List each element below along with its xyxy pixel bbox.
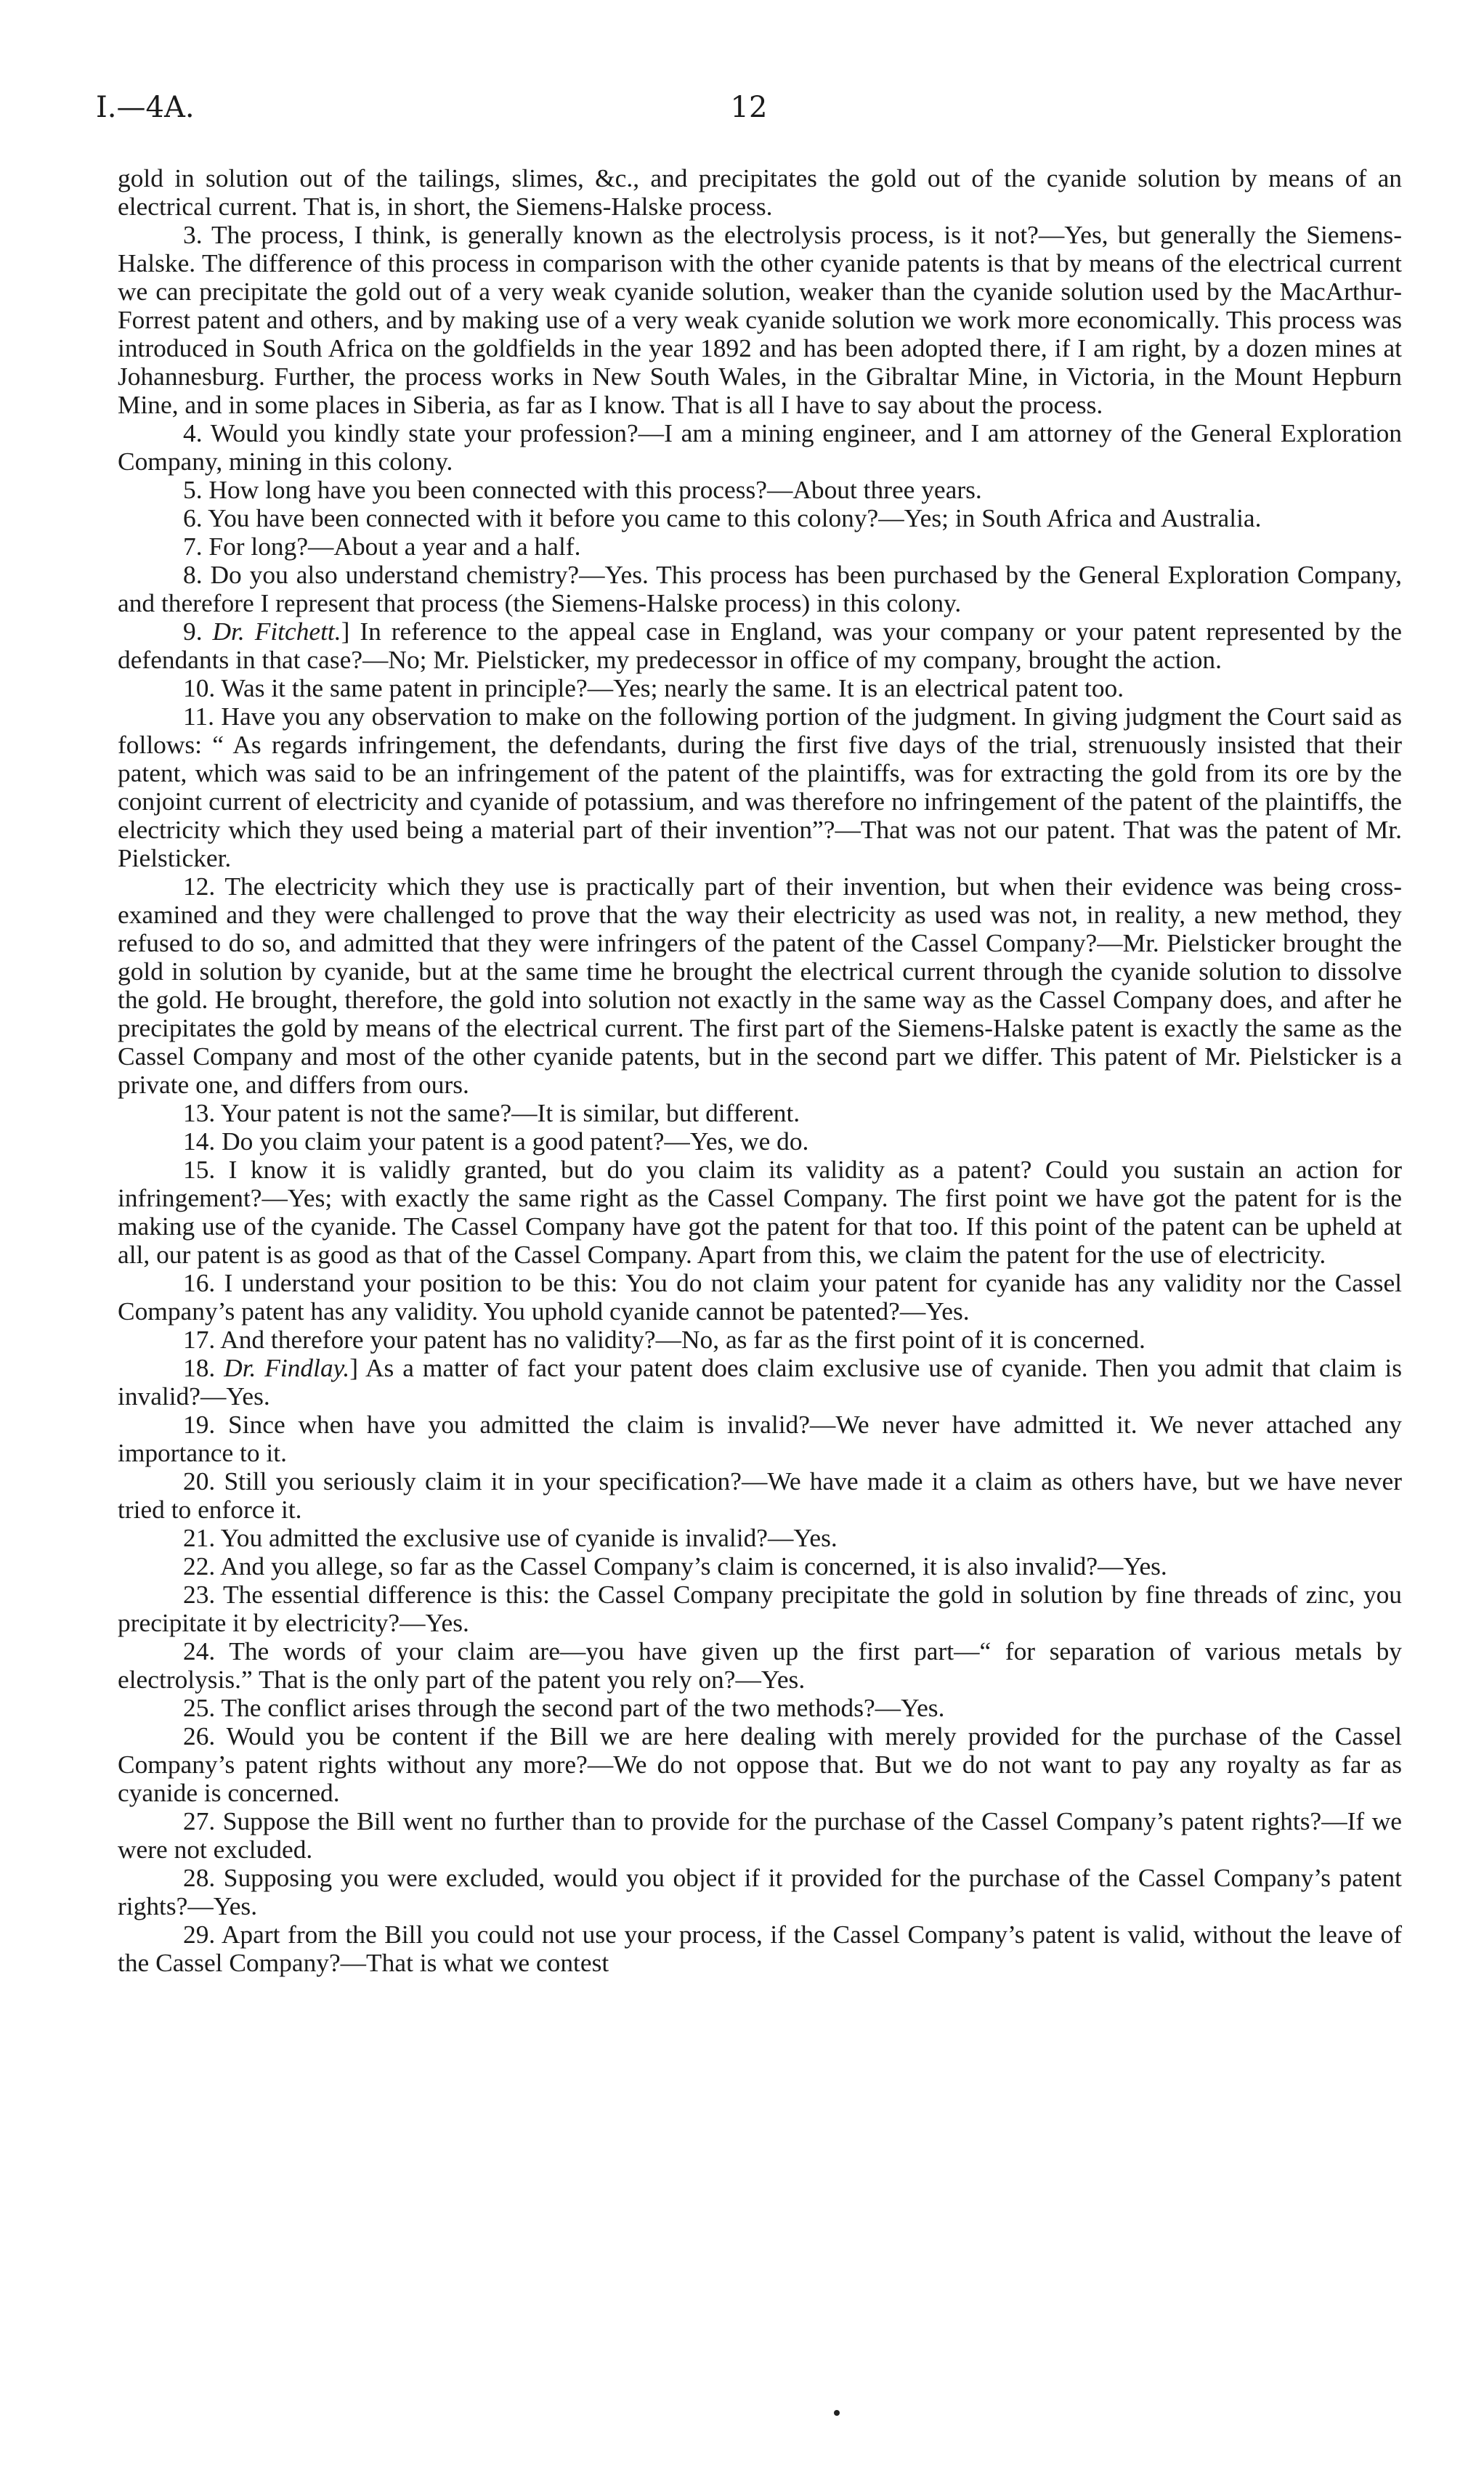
page-number: 12 [730, 91, 768, 124]
paragraph: 12. The electricity which they use is practically part of their invention, but when their evidence was being cross-examined and they were challenged to prove that the way their electricity as used was not, in reality, a new method, they refused to do so, and admitted that they were infringers of the patent of the Cassel Company?—Mr. Pielsticker brought the gold in solution by cyanide, but at the same time he brought the electrical current through the cyanide solution to dissolve the gold. He brought, therefore, the gold into solution not exactly in the same way as the Cassel Company does, and after he precipitates the gold by means of the electrical current. The first part of the Siemens-Halske patent is exactly the same as the Cassel Company and most of the other cyanide patents, but in the second part we differ. This patent of Mr. Pielsticker is a private one, and differs from ours. [118, 872, 1402, 1099]
paragraph: 20. Still you seriously claim it in your specification?—We have made it a claim as others have, but we have never tried to enforce it. [118, 1466, 1402, 1524]
paragraph: 6. You have been connected with it before you came to this colony?—Yes; in South Africa and Australia. [183, 503, 1262, 532]
paragraph: 26. Would you be content if the Bill we are here dealing with merely provided for the purchase of the Cassel Company’s patent rights without any more?—We do not oppose that. But we do not want to pay any royalty as far as cyanide is concerned. [118, 1721, 1402, 1807]
speaker-name: Dr. Findlay. [224, 1353, 350, 1382]
paragraph: 14. Do you claim your patent is a good patent?—Yes, we do. [183, 1127, 809, 1156]
paragraph: 24. The words of your claim are—you have given up the first part—“ for separation of various metals by electrolysis.” That is the only part of the patent you rely on?—Yes. [118, 1636, 1402, 1694]
paragraph: 11. Have you any observation to make on the following portion of the judgment. In giving judgment the Court said as follows: “ As regards infringement, the defendants, during the first five days of the trial, strenuously insisted that their patent, which was said to be an infringement of the patent of the plaintiffs, was for extracting the gold from its ore by the conjoint current of electricity and cyanide of potassium, and was therefore no infringement of the patent of the plaintiffs, the electricity which they used being a material part of their invention”?—That was not our patent. That was the patent of Mr. Pielsticker. [118, 702, 1402, 872]
paragraph: 23. The essential difference is this: the Cassel Company precipitate the gold in solution by fine threads of zinc, you precipitate it by electricity?—Yes. [118, 1580, 1402, 1637]
page-header [96, 91, 1402, 134]
paragraph: 18. Dr. Findlay.] As a matter of fact your patent does claim exclusive use of cyanide. Then you admit that claim is invalid?—Yes. [118, 1353, 1402, 1411]
paragraph: 29. Apart from the Bill you could not use your process, if the Cassel Company’s patent is valid, without the leave of the Cassel Company?—That is what we contest [118, 1920, 1402, 1977]
paragraph: 7. For long?—About a year and a half. [183, 532, 581, 561]
paragraph: 16. I understand your position to be this: You do not claim your patent for cyanide has any validity nor the Cassel Company’s patent has any validity. You uphold cyanide cannot be patented?—Yes. [118, 1268, 1402, 1326]
speaker-name: Dr. Fitchett. [212, 617, 341, 646]
paragraph: 28. Supposing you were excluded, would you object if it provided for the purchase of the Cassel Company’s patent rights?—Yes. [118, 1863, 1402, 1920]
document-reference: I.—4A. [96, 91, 195, 124]
paragraph: 17. And therefore your patent has no validity?—No, as far as the first point of it is concerned. [183, 1325, 1146, 1354]
paragraph: 4. Would you kindly state your profession?—I am a mining engineer, and I am attorney of the General Exploration Company, mining in this colony. [118, 418, 1402, 476]
document-body [118, 164, 1402, 1977]
paragraph: 13. Your patent is not the same?—It is similar, but different. [183, 1098, 800, 1127]
paragraph: 22. And you allege, so far as the Cassel Company’s claim is concerned, it is also invalid?—Yes. [183, 1551, 1167, 1581]
paragraph: 3. The process, I think, is generally known as the electrolysis process, is it not?—Yes, but generally the Siemens-Halske. The difference of this process in comparison with the other cyanide patents is that by means of the electrical current we can precipitate the gold out of a very weak cyanide solution, weaker than the cyanide solution used by the MacArthur-Forrest patent and others, and by making use of a very weak cyanide solution we work more economically. This process was introduced in South Africa on the goldfields in the year 1892 and has been adopted there, if I am right, by a dozen mines at Johannesburg. Further, the process works in New South Wales, in the Gibraltar Mine, in Victoria, in the Mount Hepburn Mine, and in some places in Siberia, as far as I know. That is all I have to say about the process. [118, 220, 1402, 419]
paragraph: gold in solution out of the tailings, slimes, &c., and precipitates the gold out of the cyanide solution by means of an electrical current. That is, in short, the Siemens-Halske process. [118, 163, 1402, 221]
paragraph: 21. You admitted the exclusive use of cyanide is invalid?—Yes. [183, 1523, 838, 1552]
paragraph: 8. Do you also understand chemistry?—Yes. This process has been purchased by the General Exploration Company, and therefore I represent that process (the Siemens-Halske process) in this colony. [118, 560, 1402, 617]
paragraph: 25. The conflict arises through the second part of the two methods?—Yes. [183, 1693, 945, 1722]
paragraph: 9. Dr. Fitchett.] In reference to the appeal case in England, was your company or your patent represented by the defendants in that case?—No; Mr. Pielsticker, my predecessor in office of my company, brought the action. [118, 617, 1402, 674]
paragraph: 10. Was it the same patent in principle?—Yes; nearly the same. It is an electrical patent too. [183, 673, 1124, 702]
paragraph: 5. How long have you been connected with this process?—About three years. [183, 475, 982, 504]
footer-dot [834, 2410, 840, 2416]
paragraph: 19. Since when have you admitted the claim is invalid?—We never have admitted it. We never attached any importance to it. [118, 1410, 1402, 1467]
paragraph: 15. I know it is validly granted, but do you claim its validity as a patent? Could you sustain an action for infringement?—Yes; with exactly the same right as the Cassel Company. The first point we have got the patent for is the making use of the cyanide. The Cassel Company have got the patent for that too. If this point of the patent can be upheld at all, our patent is as good as that of the Cassel Company. Apart from this, we claim the patent for the use of electricity. [118, 1155, 1402, 1269]
paragraph: 27. Suppose the Bill went no further than to provide for the purchase of the Cassel Company’s patent rights?—If we were not excluded. [118, 1806, 1402, 1864]
